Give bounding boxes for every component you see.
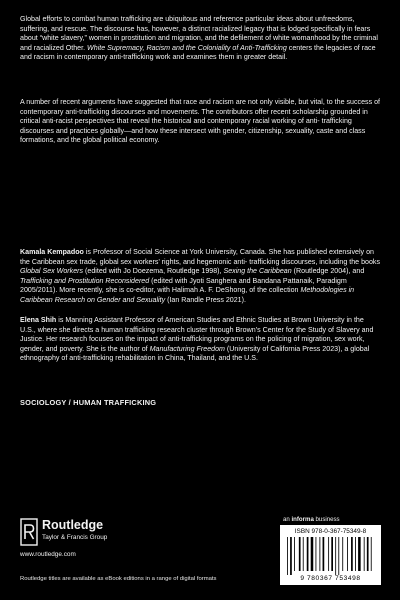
bio-text: (edited with Jo Doezema, Routledge 1998), — [83, 267, 224, 276]
author-bio-shih — [20, 316, 381, 364]
description-paragraph-1 — [20, 15, 381, 63]
subject-category: SOCIOLOGY / HUMAN TRAFFICKING — [20, 398, 157, 407]
publisher-name: Routledge — [42, 518, 104, 532]
book-title: White Supremacy, Racism and the Coloniality of Anti-Trafficking — [87, 43, 287, 52]
ebook-availability-note: Routledge titles are available as eBook editions in a range of digital formats — [20, 576, 217, 582]
author-name: Elena Shih — [20, 316, 57, 324]
bio-text: (Routledge 2004), and — [291, 267, 365, 276]
book-title: Trafficking and Prostitution Reconsidered — [20, 276, 150, 285]
informa-brand: informa — [291, 516, 314, 523]
description-text: centers the legacies of race and racism in contemporary anti-trafficking work and examines them in greater detail. — [20, 43, 376, 62]
publisher-url: www.routledge.com — [20, 551, 76, 558]
author-bio-kempadoo — [20, 248, 381, 306]
book-title: Sexing the Caribbean — [223, 267, 292, 276]
description-text: Global efforts to combat human trafficking are ubiquitous and reference particular ideas about unfreedoms, suffering, and rescue. The discourse has, however, a distinct racialized legacy that is lodged specifically in fears about “white slavery,” women in prostitution and migration, and the defilement of white womanhood by the criminal and racialized Other. — [20, 15, 378, 52]
book-title: Global Sex Workers — [20, 267, 84, 276]
description-paragraph-2: A number of recent arguments have suggested that race and racism are not only visible, but vital, to the success of contemporary anti-trafficking discourses and movements. The contributors offer recent scholarship grounded in critical anti-racist perspectives that reveal the historical and contemporary racial working of anti- trafficking discourses and practices globally—and how these intersect with gender, citizenship, sexuality, caste and class formations, and the global political economy. — [20, 98, 381, 145]
author-name: Kamala Kempadoo — [20, 248, 84, 256]
bio-text: is Professor of Social Science at York University, Canada. She has published extensively on the Caribbean sex trade, global sex workers’ rights, and hegemonic anti- trafficking discourses, including the books — [20, 248, 381, 266]
informa-prefix: an — [283, 516, 292, 523]
book-title: Manufacturing Freedom — [149, 344, 225, 353]
bio-text: (Ian Randle Press 2021). — [165, 295, 246, 304]
routledge-mark-icon — [20, 518, 38, 546]
barcode-panel — [280, 525, 381, 585]
publisher-logo — [20, 518, 190, 558]
publisher-group: Taylor & Francis Group — [42, 534, 108, 541]
barcode-bars-icon — [283, 537, 378, 575]
isbn-label: ISBN 978-0-367-75349-8 — [294, 528, 367, 535]
barcode-digits: 9 780367 753498 — [300, 575, 361, 582]
bio-text: (University of California Press 2023), a global ethnography of anti-trafficking rehabilitation in China, Thailand, and the U.S. — [20, 344, 370, 363]
bio-text: is Manning Assistant Professor of American Studies and Ethnic Studies at Brown University in the U.S., where she directs a human trafficking research cluster through Brown’s Center for the Study of Slavery and Justice. Her research focuses on the impact of anti-trafficking programs on the policing of migration, sex work, gender, and poverty. She is the author of — [20, 316, 374, 353]
informa-business-label — [283, 516, 340, 523]
bio-text: (edited with Jyoti Sanghera and Bandana Pattanaik, Paradigm 2005/2011). More recently, she is co-editor, with Halimah A. F. DeShong, of the collection — [20, 276, 347, 295]
book-title: Methodologies in Caribbean Research on Gender and Sexuality — [20, 286, 355, 304]
informa-suffix: business — [313, 516, 340, 523]
